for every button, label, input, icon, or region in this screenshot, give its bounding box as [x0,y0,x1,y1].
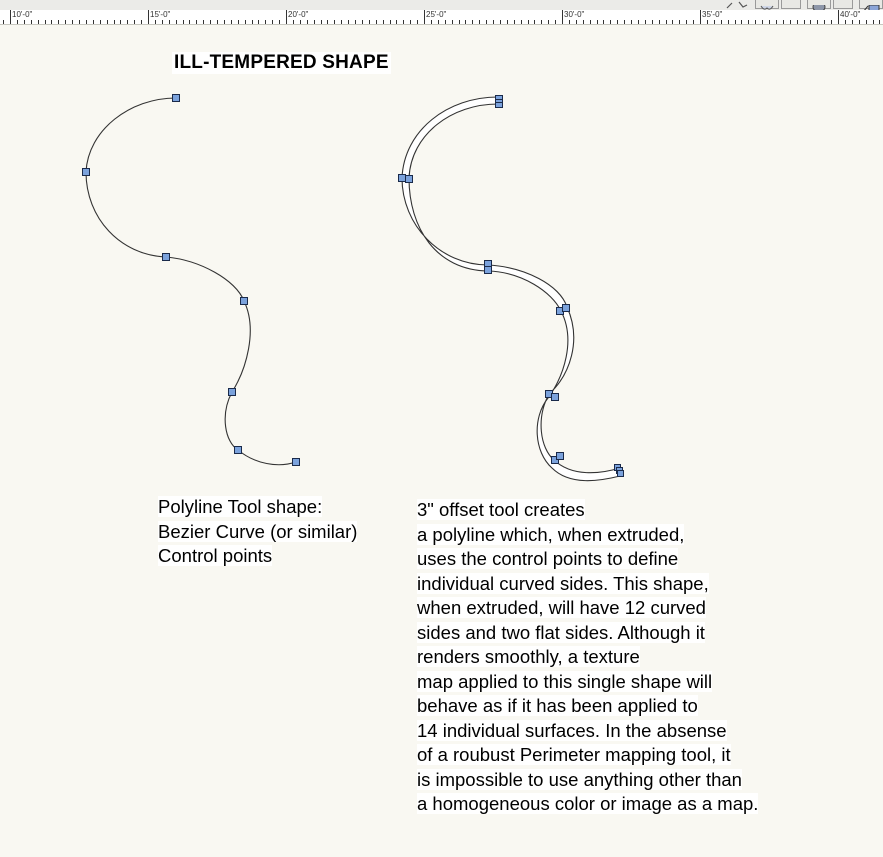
annotation-line: 14 individual surfaces. In the absense [417,719,727,741]
ruler-label: 20'-0" [288,10,309,19]
control-point-handle [406,176,413,183]
annotation-line: a polyline which, when extruded, [417,523,685,545]
control-point-handle [557,453,564,460]
annotation-line: Polyline Tool shape: [158,496,323,517]
annotation-line: a homogeneous color or image as a map. [417,793,759,814]
right-annotation [417,498,758,817]
ruler-label: 15'-0" [150,10,171,19]
ruler-label: 40'-0" [840,10,861,19]
control-point-handle [293,459,300,466]
annotation-line: 3" offset tool creates [417,499,585,520]
left-annotation [158,495,357,569]
annotation-line: of a roubust Perimeter mapping tool, it [417,744,731,765]
control-point-handle [563,305,570,312]
annotation-line: map applied to this single shape will [417,670,713,692]
annotation-line: Bezier Curve (or similar) [158,520,358,542]
offset-polyline[interactable] [402,97,620,481]
annotation-line: uses the control points to define [417,548,679,569]
control-points[interactable] [83,95,300,466]
annotation-line: when extruded, will have 12 curved [417,597,706,618]
drawing-title: ILL-TEMPERED SHAPE [174,52,389,73]
ruler-label: 35'-0" [702,10,723,19]
control-point-handle [552,394,559,401]
ruler-label: 10'-0" [12,10,33,19]
annotation-line: is impossible to use anything other than [417,768,742,790]
control-point-handle [485,267,492,274]
annotation-line: individual curved sides. This shape, [417,572,709,594]
control-point-handle [229,389,236,396]
control-point-handle [235,447,242,454]
control-point-handle [83,169,90,176]
ruler-label: 25'-0" [426,10,447,19]
control-point-handle [618,471,624,477]
control-point-handle [399,175,406,182]
control-point-handle [241,298,248,305]
control-point-handle [163,254,170,261]
bezier-polyline[interactable] [86,98,296,465]
annotation-line: renders smoothly, a texture [417,646,640,667]
control-point-handle [173,95,180,102]
ruler-label: 30'-0" [564,10,585,19]
annotation-line: sides and two flat sides. Although it [417,621,705,643]
offset-control-points[interactable] [399,96,624,477]
annotation-line: behave as if it has been applied to [417,695,698,716]
control-point-handle [496,103,503,108]
annotation-line: Control points [158,545,273,566]
